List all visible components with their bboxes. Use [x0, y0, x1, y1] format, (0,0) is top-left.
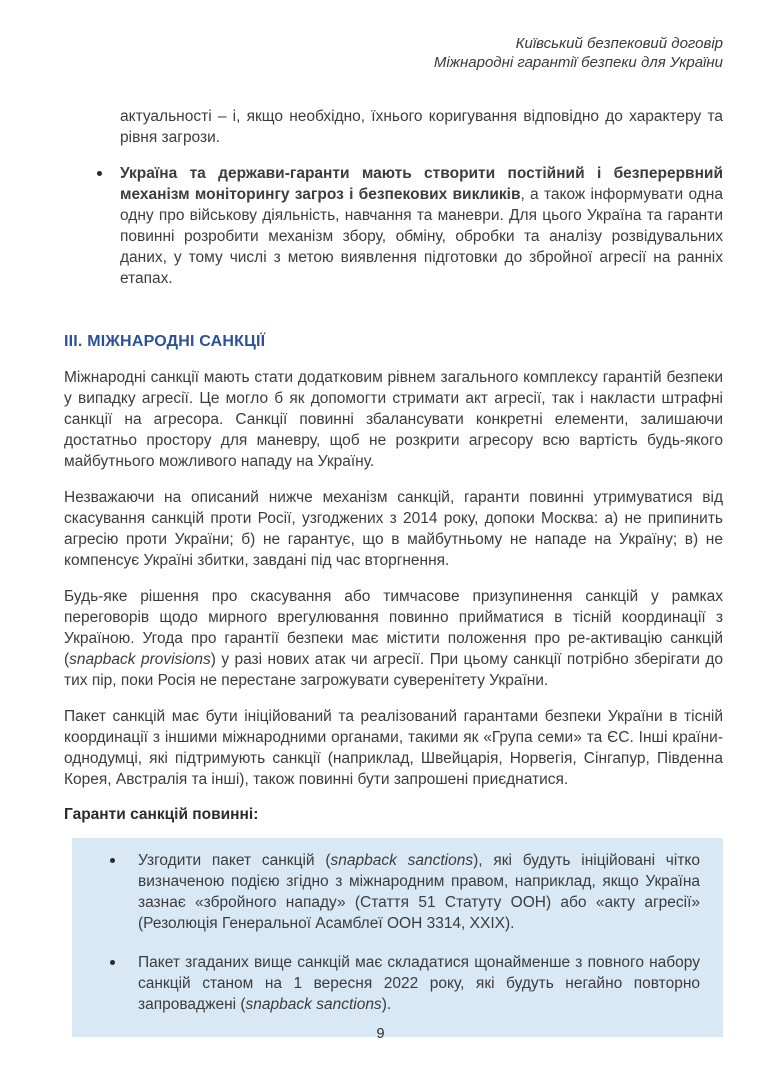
- page-number: 9: [376, 1026, 385, 1042]
- intro-bullet-bold-text: Україна та держави-гаранти мають створити постійний і безперервний механізм моніторингу загроз і безпекових викликів: [120, 165, 723, 203]
- intro-bullet-text: [120, 163, 723, 289]
- header-title-line1: Київський безпековий договір: [515, 35, 723, 52]
- section-heading-international-sanctions: ІІІ. МІЖНАРОДНІ САНКЦІЇ: [64, 333, 266, 350]
- intro-bullet-regular-text: , а також інформувати одна одну про військову діяльність, навчання та маневри. Для цього Україна та гаранти повинні розробити механізм збору, обміну, обробки та аналізу розвідувальних даних, у тому числі з метою виявлення підготовки до збройної агресії на ранніх етапах.: [120, 186, 723, 287]
- bullet-dot-icon: [97, 171, 102, 176]
- box-bullet-1-part1: Узгодити пакет санкцій (: [138, 852, 331, 869]
- header-title-line2: Міжнародні гарантії безпеки для України: [433, 54, 723, 71]
- bullet-dot-icon: [110, 960, 115, 965]
- sanctions-paragraph-3-part1: Будь-яке рішення про скасування або тимчасове призупинення санкцій у рамках переговорів щодо мирного врегулювання повинно прийматися в тісній координації з Україною. Угода про гарантії безпеки має містити положення про ре-активацію санкцій (: [64, 588, 723, 668]
- box-bullet-item-2: [138, 952, 700, 1015]
- box-bullet-item-1: [138, 850, 700, 934]
- box-bullet-1-text: [138, 850, 700, 934]
- guarantors-label: Гаранти санкцій повинні:: [64, 806, 259, 823]
- sanctions-paragraph-1: Міжнародні санкції мають стати додатковим рівнем загального комплексу гарантій безпеки у випадку агресії. Це могло б як допомогти стримати акт агресії, так і накласти штрафні санкції на агресора. Санкції повинні збалансувати конкретні елементи, залишаючи достатньо простору для маневру, щоб не розкрити агресору всю вартість будь-якого майбутнього можливого нападу на Україну.: [64, 369, 723, 470]
- intro-continuation-paragraph: актуальності – і, якщо необхідно, їхнього коригування відповідно до характеру та рівня загрози.: [120, 108, 723, 146]
- sanctions-paragraph-3-part2: ) у разі нових атак чи агресії. При цьому санкції потрібно зберігати до тих пір, поки Росія не перестане загрожувати суверенітету України.: [64, 651, 723, 689]
- box-bullet-1-part2: ), які будуть ініційовані чітко визначеною подією згідно з міжнародним правом, наприклад, якщо Україна зазнає «збройного нападу» (Стаття 51 Статуту ООН) або «акту агресії» (Резолюція Генеральної Асамблеї ООН 3314, XXIX).: [138, 852, 700, 932]
- sanctions-paragraph-2: Незважаючи на описаний нижче механізм санкцій, гаранти повинні утримуватися від скасування санкцій проти Росії, узгоджених з 2014 року, допоки Москва: а) не припинить агресію проти України; б) не гарантує, що в майбутньому не нападе на Україну; в) не компенсує Україні збитки, завдані під час вторгнення.: [64, 489, 723, 569]
- sanctions-paragraph-3: [64, 586, 723, 691]
- box-bullet-2-text: [138, 952, 700, 1015]
- snapback-provisions-term: snapback provisions: [69, 651, 211, 668]
- intro-block: [120, 106, 723, 289]
- bullet-dot-icon: [110, 858, 115, 863]
- box-bullet-2-part1: Пакет згаданих вище санкцій має складатися щонайменше з повного набору санкцій станом на 1 вересня 2022 року, які будуть негайно повторно запроваджені (: [138, 954, 700, 1013]
- sanctions-paragraph-4: Пакет санкцій має бути ініційований та реалізований гарантами безпеки України в тісній координації з іншими міжнародними органами, такими як «Група семи» та ЄС. Інші країни-однодумці, які підтримують санкції (наприклад, Швейцарія, Норвегія, Сінгапур, Південна Корея, Австралія та інші), також повинні бути запрошені приєднатися.: [64, 708, 723, 788]
- snapback-sanctions-term: snapback sanctions: [330, 852, 474, 869]
- sanctions-highlight-box: [72, 838, 723, 1037]
- intro-bullet-item: [120, 163, 723, 289]
- snapback-sanctions-term: snapback sanctions: [245, 996, 382, 1013]
- document-header: [64, 34, 723, 72]
- box-bullet-2-part2: ).: [381, 996, 392, 1013]
